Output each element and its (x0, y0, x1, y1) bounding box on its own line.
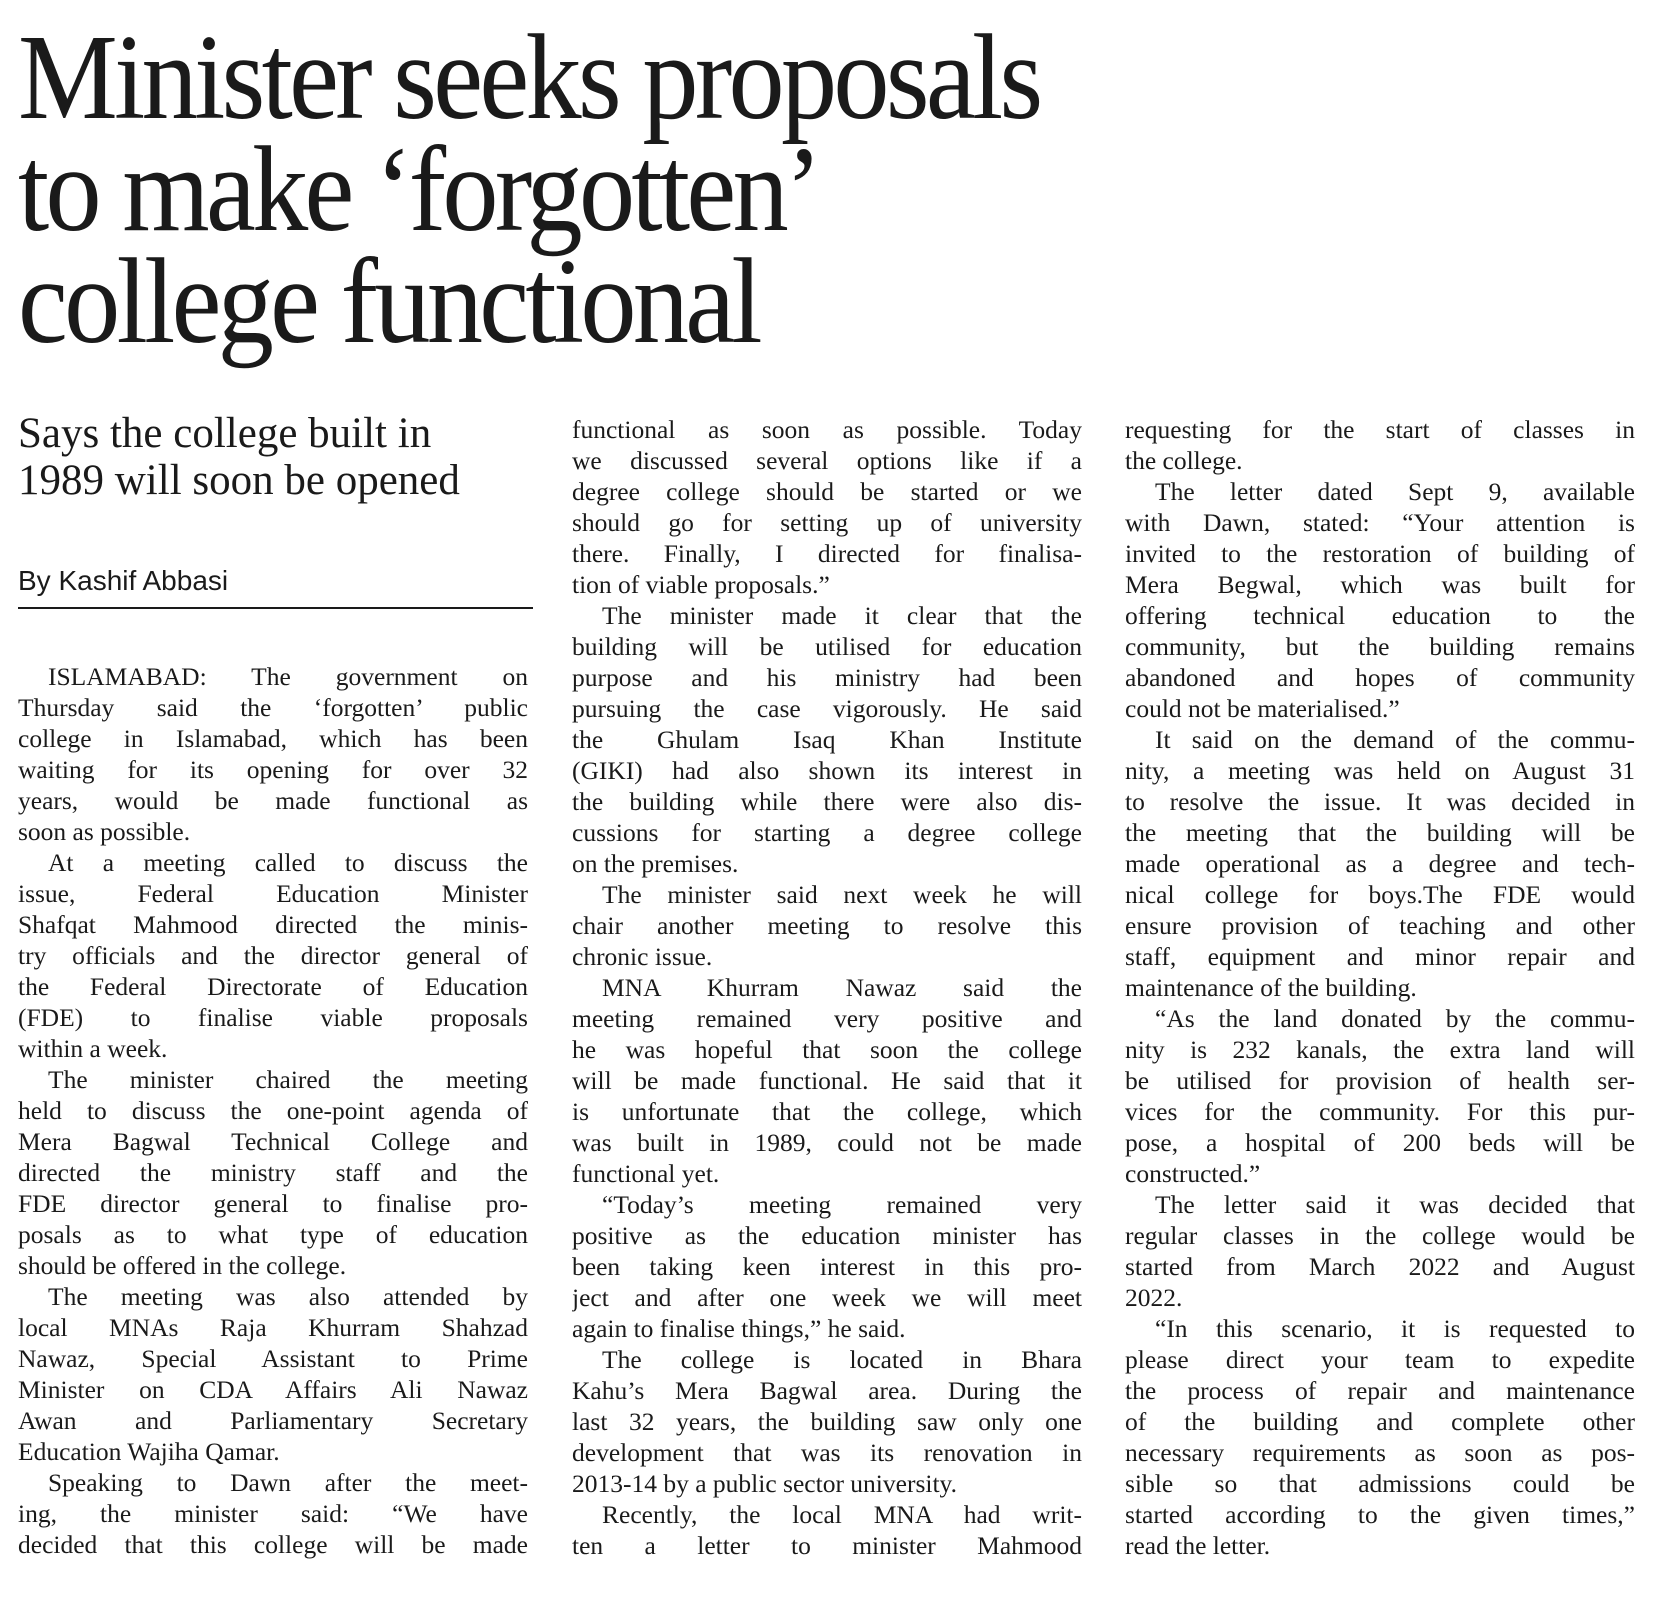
body-text-line: the Ghulam Isaq Khan Institute (572, 725, 1082, 754)
body-text-line: The minister made it clear that the (602, 601, 1082, 630)
body-text-line: Mera Bagwal Technical College and (18, 1127, 528, 1156)
body-text-line: The letter dated Sept 9, available (1155, 477, 1635, 506)
body-text-line: requesting for the start of classes in (1125, 415, 1635, 444)
body-text-line: could not be materialised.” (1125, 694, 1400, 723)
body-text-line: “As the land donated by the commu- (1155, 1004, 1635, 1033)
body-text-line: “In this scenario, it is requested to (1155, 1314, 1635, 1343)
body-text-line: tion of viable proposals.” (572, 570, 830, 599)
body-text-line: the meeting that the building will be (1125, 818, 1635, 847)
body-text-line: (FDE) to finalise viable proposals (18, 1003, 528, 1032)
byline: By Kashif Abbasi (18, 565, 229, 596)
body-text-line: cussions for starting a degree college (572, 818, 1082, 847)
body-text-line: try officials and the director general of (18, 941, 528, 970)
body-text-line: necessary requirements as soon as pos- (1125, 1438, 1635, 1467)
body-text-line: on the premises. (572, 849, 739, 878)
body-text-line: held to discuss the one-point agenda of (18, 1096, 528, 1125)
body-text-line: development that was its renovation in (572, 1438, 1082, 1467)
body-text-line: the process of repair and maintenance (1125, 1376, 1635, 1405)
body-text-line: ing, the minister said: “We have (18, 1499, 528, 1528)
body-text-line: vices for the community. For this pur- (1125, 1097, 1635, 1126)
body-text-line: pose, a hospital of 200 beds will be (1125, 1128, 1635, 1157)
byline-divider (18, 607, 533, 609)
body-text-line: local MNAs Raja Khurram Shahzad (18, 1313, 528, 1342)
body-text-line: offering technical education to the (1125, 601, 1635, 630)
body-text-line: functional yet. (572, 1159, 720, 1188)
body-text-line: degree college should be started or we (572, 477, 1082, 506)
body-text-line: purpose and his ministry had been (572, 663, 1082, 692)
body-text-line: FDE director general to finalise pro- (18, 1189, 528, 1218)
body-text-line: positive as the education minister has (572, 1221, 1082, 1250)
body-text-line: Awan and Parliamentary Secretary (18, 1406, 528, 1435)
body-text-line: to resolve the issue. It was decided in (1125, 787, 1635, 816)
body-text-line: Minister on CDA Affairs Ali Nawaz (18, 1375, 528, 1404)
body-text-line: staff, equipment and minor repair and (1125, 942, 1635, 971)
body-text-line: posals as to what type of education (18, 1220, 528, 1249)
body-text-line: constructed.” (1125, 1159, 1261, 1188)
body-text-line: It said on the demand of the commu- (1155, 725, 1635, 754)
body-text-line: regular classes in the college would be (1125, 1221, 1635, 1250)
subheadline-line: Says the college built in (18, 410, 432, 457)
body-text-line: please direct your team to expedite (1125, 1345, 1635, 1374)
body-text-line: maintenance of the building. (1125, 973, 1417, 1002)
body-text-line: building will be utilised for education (572, 632, 1082, 661)
body-text-line: issue, Federal Education Minister (18, 879, 528, 908)
body-text-line: abandoned and hopes of community (1125, 663, 1635, 692)
body-text-line: Mera Begwal, which was built for (1125, 570, 1635, 599)
body-text-line: will be made functional. He said that it (572, 1066, 1082, 1095)
body-text-line: decided that this college will be made (18, 1530, 528, 1559)
article-column-2 (572, 414, 1082, 1561)
body-text-line: there. Finally, I directed for finalisa- (572, 539, 1082, 568)
body-text-line: with Dawn, stated: “Your attention is (1125, 508, 1635, 537)
body-text-line: Nawaz, Special Assistant to Prime (18, 1344, 528, 1373)
body-text-line: read the letter. (1125, 1531, 1271, 1560)
body-text-line: The letter said it was decided that (1155, 1190, 1635, 1219)
body-text-line: ISLAMABAD: The government on (48, 662, 528, 691)
body-text-line: Kahu’s Mera Bagwal area. During the (572, 1376, 1082, 1405)
body-text-line: chronic issue. (572, 942, 713, 971)
body-text-line: functional as soon as possible. Today (572, 415, 1082, 444)
body-text-line: he was hopeful that soon the college (572, 1035, 1082, 1064)
headline (18, 10, 1168, 369)
headline-line: Minister seeks proposals (18, 10, 1040, 145)
body-text-line: “Today’s meeting remained very (602, 1190, 1082, 1219)
headline-line: college functional (18, 234, 759, 369)
body-text-line: again to finalise things,” he said. (572, 1314, 906, 1343)
body-text-line: years, would be made functional as (18, 786, 528, 815)
body-text-line: (GIKI) had also shown its interest in (572, 756, 1082, 785)
article-column-1 (18, 661, 528, 1560)
body-text-line: directed the ministry staff and the (18, 1158, 528, 1187)
body-text-line: nical college for boys.The FDE would (1125, 880, 1635, 909)
subheadline-line: 1989 will soon be opened (18, 457, 460, 504)
headline-line: to make ‘forgotten’ (18, 122, 819, 257)
body-text-line: 2022. (1125, 1283, 1183, 1312)
body-text-line: The meeting was also attended by (48, 1282, 528, 1311)
body-text-line: Education Wajiha Qamar. (18, 1437, 280, 1466)
body-text-line: college in Islamabad, which has been (18, 724, 528, 753)
body-text-line: last 32 years, the building saw only one (572, 1407, 1082, 1436)
body-text-line: Recently, the local MNA had writ- (602, 1500, 1082, 1529)
body-text-line: nity is 232 kanals, the extra land will (1125, 1035, 1635, 1064)
body-text-line: At a meeting called to discuss the (48, 848, 528, 877)
body-text-line: nity, a meeting was held on August 31 (1125, 756, 1635, 785)
body-text-line: made operational as a degree and tech- (1125, 849, 1635, 878)
body-text-line: within a week. (18, 1034, 168, 1063)
body-text-line: 2013-14 by a public sector university. (572, 1469, 958, 1498)
body-text-line: MNA Khurram Nawaz said the (602, 973, 1082, 1002)
body-text-line: the Federal Directorate of Education (18, 972, 528, 1001)
article-column-3 (1125, 414, 1635, 1561)
body-text-line: chair another meeting to resolve this (572, 911, 1082, 940)
body-text-line: invited to the restoration of building of (1125, 539, 1635, 568)
body-text-line: the college. (1125, 446, 1243, 475)
body-text-line: soon as possible. (18, 817, 191, 846)
body-text-line: pursuing the case vigorously. He said (572, 694, 1082, 723)
body-text-line: be utilised for provision of health ser- (1125, 1066, 1635, 1095)
body-text-line: Thursday said the ‘forgotten’ public (18, 693, 528, 722)
body-text-line: The minister chaired the meeting (48, 1065, 528, 1094)
body-text-line: Speaking to Dawn after the meet- (48, 1468, 528, 1497)
body-text-line: ensure provision of teaching and other (1125, 911, 1635, 940)
body-text-line: sible so that admissions could be (1125, 1469, 1635, 1498)
body-text-line: been taking keen interest in this pro- (572, 1252, 1082, 1281)
body-text-line: of the building and complete other (1125, 1407, 1635, 1436)
body-text-line: The college is located in Bhara (602, 1345, 1082, 1374)
body-text-line: started from March 2022 and August (1125, 1252, 1635, 1281)
body-text-line: the building while there were also dis- (572, 787, 1082, 816)
body-text-line: waiting for its opening for over 32 (18, 755, 528, 784)
body-text-line: meeting remained very positive and (572, 1004, 1082, 1033)
body-text-line: was built in 1989, could not be made (572, 1128, 1082, 1157)
body-text-line: Shafqat Mahmood directed the minis- (18, 910, 528, 939)
body-text-line: ject and after one week we will meet (572, 1283, 1082, 1312)
body-text-line: should be offered in the college. (18, 1251, 347, 1280)
subheadline (18, 410, 538, 504)
body-text-line: started according to the given times,” (1125, 1500, 1635, 1529)
body-text-line: should go for setting up of university (572, 508, 1082, 537)
body-text-line: is unfortunate that the college, which (572, 1097, 1082, 1126)
body-text-line: The minister said next week he will (602, 880, 1082, 909)
body-text-line: we discussed several options like if a (572, 446, 1082, 475)
body-text-line: community, but the building remains (1125, 632, 1635, 661)
body-text-line: ten a letter to minister Mahmood (572, 1531, 1082, 1560)
